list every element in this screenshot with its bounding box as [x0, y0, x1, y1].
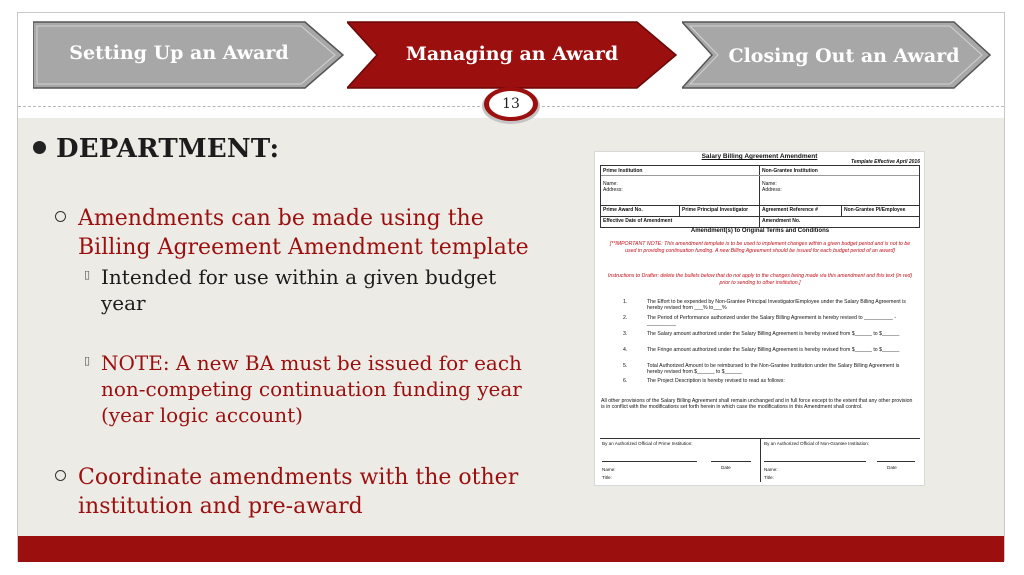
doc-item-text: The Fringe amount authorized under the Salary Billing Agreement is hereby revised from $______ to $______	[647, 347, 900, 353]
doc-item-num: 4.	[623, 347, 628, 353]
doc-item-text: The Project Description is hereby revised to read as follows:	[647, 378, 785, 384]
doc-cell: Address:	[762, 187, 782, 193]
doc-sig-ng: By an Authorized Official of Non-Grantee Institution:	[764, 441, 870, 446]
doc-cell: Agreement Reference #	[762, 207, 818, 213]
doc-cell: Amendment No.	[762, 218, 801, 224]
doc-header-table	[600, 165, 920, 228]
nav-step-label: Managing an Award	[405, 43, 619, 65]
square-bullet-icon: ▯	[84, 354, 91, 367]
nav-step-label: Setting Up an Award	[69, 42, 289, 64]
nav-step-closing-out[interactable]	[682, 20, 992, 90]
doc-item-text: Total Authorized Amount to be reimbursed to the Non-Grantee Institution under the Salary Billing Agreement is hereby revised from $______ to $______	[647, 363, 900, 376]
doc-name-label: Name:	[602, 467, 616, 472]
doc-item-num: 5.	[623, 363, 628, 369]
nav-step-label: Closing Out an Award	[728, 45, 960, 67]
footer-bar	[18, 536, 1004, 562]
amendment-template-image	[594, 151, 925, 486]
doc-amendments-heading: Amendment(s) to Original Terms and Conditions	[690, 228, 830, 234]
doc-date-label: Date	[887, 465, 897, 470]
bullet-coordinate: Coordinate amendments with the other institution and pre-award	[78, 465, 519, 519]
doc-item-num: 3.	[623, 331, 628, 337]
doc-cell: Non-Grantee Institution	[762, 168, 818, 174]
doc-closing-paragraph: All other provisions of the Salary Billing Agreement shall remain unchanged and in full force except to the extent that any other provision is in conflict with the modifications set forth herein in which case the modifications in this Amendment shall control.	[601, 398, 913, 411]
doc-cell: Prime Principal Investigator	[682, 207, 749, 213]
doc-cell: Prime Institution	[603, 168, 643, 174]
doc-item-text: The Effort to be expended by Non-Grantee Principal Investigator/Employee under the Salary Billing Agreement is hereby revised from ___% to___%	[647, 299, 906, 312]
doc-drafter-note: Instructions to Drafter: delete the bullets below that do not apply to the changes being made via this amendment and this text (in red) prior to sending to other institution.]	[607, 273, 913, 286]
doc-cell: Address:	[603, 187, 623, 193]
page-number: 13	[502, 96, 520, 112]
sub-bullet-note: NOTE: A new BA must be issued for each non-competing continuation funding year (year logic account)	[101, 351, 522, 427]
doc-item-num: 6.	[623, 378, 628, 384]
doc-cell: Effective Date of Amendment	[603, 218, 673, 224]
bullet-dot-icon	[33, 141, 46, 154]
section-heading: DEPARTMENT:	[56, 134, 280, 164]
doc-date-label: Date	[721, 465, 731, 470]
square-bullet-icon: ▯	[84, 268, 91, 281]
doc-title-label: Title:	[764, 475, 774, 480]
doc-effective: Template Effective April 2016	[850, 159, 920, 165]
hollow-bullet-icon	[55, 470, 66, 481]
hollow-bullet-icon	[55, 211, 66, 222]
sub-bullet-intended: Intended for use within a given budget year	[101, 265, 497, 315]
doc-title: Salary Billing Agreement Amendment	[701, 153, 818, 160]
doc-important-note: [**IMPORTANT NOTE: This amendment template is to be used to implement changes within a given budget period and is not to be used in providing continuation funding. A new Billing Agreement should be issued for each budget period of an award]	[609, 241, 911, 254]
doc-cell: Name:	[762, 181, 777, 187]
doc-cell: Prime Award No.	[603, 207, 643, 213]
nav-step-managing[interactable]	[347, 20, 679, 90]
doc-title-label: Title:	[602, 475, 612, 480]
doc-cell: Name:	[603, 181, 618, 187]
doc-item-text: The Period of Performance authorized under the Salary Billing Agreement is hereby revised to __________ - __________	[647, 315, 897, 328]
doc-sig-prime: By an Authorized Official of Prime Institution:	[602, 441, 693, 446]
doc-name-label: Name:	[764, 467, 778, 472]
doc-item-text: The Salary amount authorized under the Salary Billing Agreement is hereby revised from $______ to $______	[647, 331, 900, 337]
page-number-badge	[480, 84, 542, 126]
doc-item-num: 1.	[623, 299, 628, 305]
nav-step-setting-up[interactable]	[33, 20, 345, 90]
doc-item-num: 2.	[623, 315, 628, 321]
doc-cell: Non-Grantee PI/Employee	[844, 207, 906, 213]
bullet-amendments: Amendments can be made using the Billing Agreement Amendment template	[78, 206, 529, 260]
